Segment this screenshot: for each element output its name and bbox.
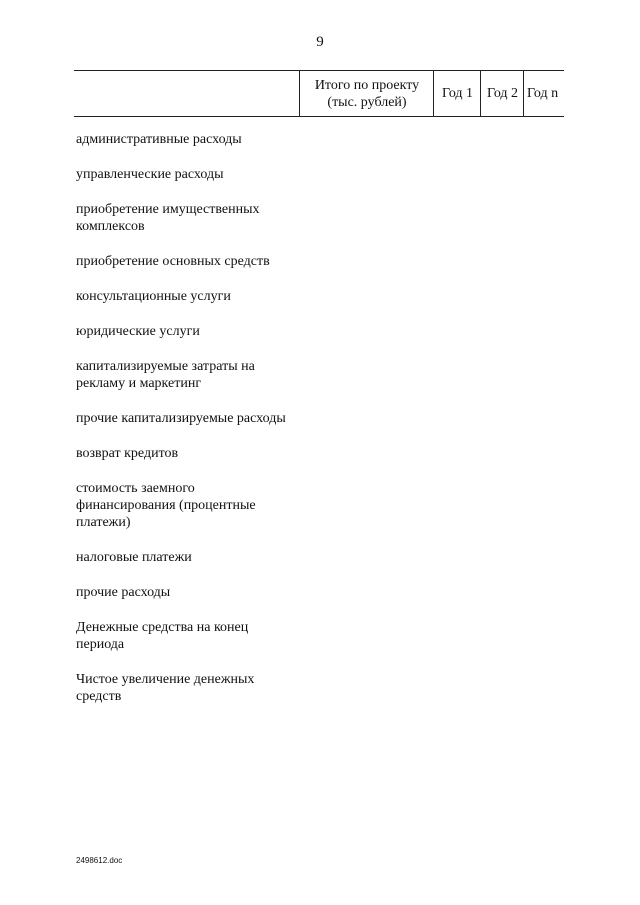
row-label: возврат кредитов xyxy=(76,446,179,461)
row-label: налоговые платежи xyxy=(76,550,192,565)
document-code: 2498612.doc xyxy=(76,856,123,865)
row-label: Чистое увеличение денежных средств xyxy=(76,672,255,704)
header-total-unit: (тыс. рублей) xyxy=(327,94,407,110)
row-label: прочие капитализируемые расходы xyxy=(76,411,286,426)
row-label: Денежные средства на конец периода xyxy=(76,620,249,652)
header-year-1: Год 1 xyxy=(441,86,474,101)
row-labels xyxy=(76,131,296,723)
column-divider xyxy=(299,71,300,116)
row-label: приобретение основных средств xyxy=(76,254,270,269)
row-label: управленческие расходы xyxy=(76,167,224,182)
header-total xyxy=(301,71,433,116)
row-label: приобретение имущественных комплексов xyxy=(76,202,260,234)
table-header xyxy=(74,70,564,117)
column-divider xyxy=(480,71,481,116)
header-total-title: Итого по проекту xyxy=(314,77,420,93)
row-label: административные расходы xyxy=(76,132,242,147)
column-divider xyxy=(523,71,524,116)
header-year-2: Год 2 xyxy=(486,86,519,101)
row-label: консультационные услуги xyxy=(76,289,231,304)
column-divider xyxy=(433,71,434,116)
page-number: 9 xyxy=(316,34,324,50)
row-label: капитализируемые затраты на рекламу и маркетинг xyxy=(76,359,255,391)
header-year-n: Год n xyxy=(527,86,559,101)
row-label: прочие расходы xyxy=(76,585,171,600)
row-label: юридические услуги xyxy=(76,324,200,339)
row-label: стоимость заемного финансирования (процентные платежи) xyxy=(76,481,256,530)
